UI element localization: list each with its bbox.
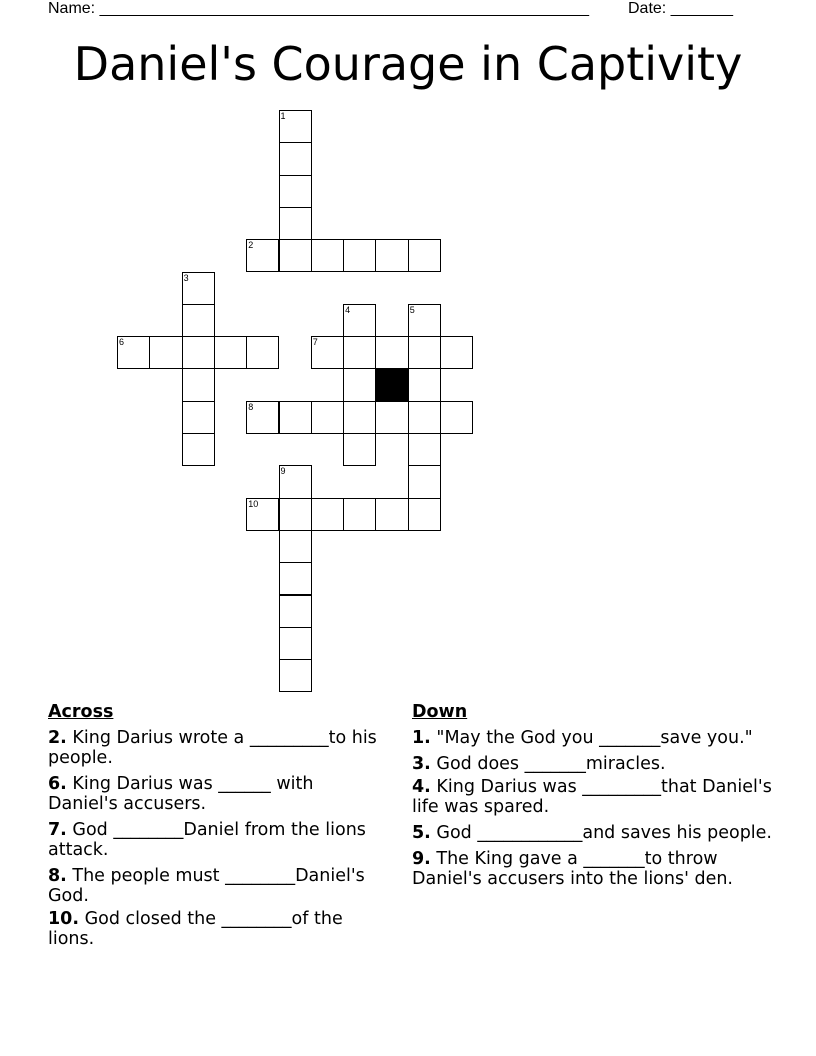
- across-clue: [48, 820, 388, 860]
- across-clue: [48, 774, 388, 814]
- clue-text: The people must ________Daniel's God.: [48, 866, 365, 906]
- crossword-cell[interactable]: [246, 239, 279, 272]
- crossword-cell[interactable]: [279, 627, 312, 660]
- across-heading: Across: [48, 702, 114, 722]
- crossword-cell[interactable]: [182, 401, 215, 434]
- crossword-cell[interactable]: [408, 304, 441, 337]
- crossword-cell[interactable]: [182, 272, 215, 305]
- crossword-cell[interactable]: [117, 336, 150, 369]
- crossword-cell[interactable]: [408, 368, 441, 401]
- clue-text: "May the God you _______save you.": [436, 728, 753, 748]
- crossword-cell[interactable]: [375, 336, 408, 369]
- across-clue: [48, 728, 388, 768]
- clue-number-label: 10: [248, 498, 259, 509]
- crossword-cell[interactable]: [343, 304, 376, 337]
- crossword-cell[interactable]: [182, 433, 215, 466]
- crossword-cell[interactable]: [343, 401, 376, 434]
- crossword-cell[interactable]: [279, 595, 312, 628]
- crossword-cell[interactable]: [408, 433, 441, 466]
- crossword-block: [375, 368, 408, 401]
- crossword-cell[interactable]: [279, 465, 312, 498]
- clue-text: God closed the ________of the lions.: [48, 909, 343, 949]
- across-clue: [48, 866, 388, 906]
- down-clue: [412, 849, 772, 889]
- crossword-cell[interactable]: [343, 239, 376, 272]
- crossword-cell[interactable]: [214, 336, 247, 369]
- crossword-cell[interactable]: [279, 142, 312, 175]
- clue-number: 5.: [412, 823, 431, 843]
- down-clue: [412, 777, 772, 817]
- crossword-cell[interactable]: [182, 336, 215, 369]
- clue-number-label: 4: [345, 304, 351, 315]
- clue-text: King Darius wrote a _________to his people.: [48, 728, 377, 768]
- clue-text: King Darius was ______ with Daniel's accusers.: [48, 774, 314, 814]
- crossword-cell[interactable]: [375, 498, 408, 531]
- clue-text: God ________Daniel from the lions attack.: [48, 820, 366, 860]
- crossword-cell[interactable]: [343, 368, 376, 401]
- date-field: Date: _______: [628, 0, 733, 17]
- clue-number: 3.: [412, 754, 431, 774]
- clue-text: The King gave a _______to throw Daniel's accusers into the lions' den.: [412, 849, 733, 889]
- crossword-cell[interactable]: [311, 498, 344, 531]
- clue-number-label: 3: [183, 272, 189, 283]
- crossword-cell[interactable]: [279, 239, 312, 272]
- down-clue: [412, 754, 772, 774]
- clue-number: 9.: [412, 849, 431, 869]
- crossword-cell[interactable]: [375, 401, 408, 434]
- crossword-cell[interactable]: [408, 498, 441, 531]
- crossword-cell[interactable]: [182, 368, 215, 401]
- crossword-cell[interactable]: [408, 465, 441, 498]
- clue-number-label: 7: [312, 337, 318, 348]
- crossword-cell[interactable]: [279, 401, 312, 434]
- crossword-cell[interactable]: [408, 239, 441, 272]
- down-clues: [412, 702, 772, 895]
- crossword-cell[interactable]: [279, 498, 312, 531]
- name-field: Name: _______________________________________________________: [48, 0, 589, 17]
- down-clue: [412, 823, 772, 843]
- crossword-cell[interactable]: [246, 336, 279, 369]
- clue-number: 6.: [48, 774, 67, 794]
- crossword-cell[interactable]: [440, 336, 473, 369]
- clue-text: God does _______miracles.: [436, 754, 666, 774]
- clue-number-label: 1: [280, 111, 286, 121]
- clue-number: 2.: [48, 728, 67, 748]
- crossword-cell[interactable]: [343, 433, 376, 466]
- crossword-cell[interactable]: [182, 304, 215, 337]
- clue-text: God ____________and saves his people.: [436, 823, 772, 843]
- clue-number: 4.: [412, 777, 431, 797]
- crossword-cell[interactable]: [311, 239, 344, 272]
- clue-number: 7.: [48, 820, 67, 840]
- across-clues: [48, 702, 388, 955]
- crossword-cell[interactable]: [246, 401, 279, 434]
- down-heading: Down: [412, 702, 468, 722]
- crossword-cell[interactable]: [408, 401, 441, 434]
- across-clue: [48, 909, 388, 949]
- clue-number-label: 9: [280, 466, 286, 477]
- clue-number-label: 5: [409, 304, 415, 315]
- crossword-cell[interactable]: [149, 336, 182, 369]
- crossword-cell[interactable]: [311, 336, 344, 369]
- crossword-cell[interactable]: [408, 336, 441, 369]
- crossword-cell[interactable]: [343, 498, 376, 531]
- crossword-cell[interactable]: [279, 207, 312, 240]
- crossword-cell[interactable]: [279, 530, 312, 563]
- crossword-cell[interactable]: [246, 498, 279, 531]
- crossword-cell[interactable]: [343, 336, 376, 369]
- down-clue: [412, 728, 772, 748]
- crossword-cell[interactable]: [375, 239, 408, 272]
- crossword-cell[interactable]: [279, 562, 312, 595]
- crossword-cell[interactable]: [279, 659, 312, 692]
- crossword-cell[interactable]: [279, 175, 312, 208]
- clue-number: 8.: [48, 866, 67, 886]
- crossword-cell[interactable]: [279, 110, 312, 143]
- clue-text: King Darius was _________that Daniel's life was spared.: [412, 777, 772, 817]
- crossword-cell[interactable]: [311, 401, 344, 434]
- clue-number-label: 2: [248, 240, 254, 251]
- clue-number: 10.: [48, 909, 80, 929]
- clue-number-label: 6: [119, 337, 125, 348]
- crossword-cell[interactable]: [440, 401, 473, 434]
- page-title: Daniel's Courage in Captivity: [73, 37, 743, 91]
- clue-number: 1.: [412, 728, 431, 748]
- clue-number-label: 8: [248, 401, 254, 412]
